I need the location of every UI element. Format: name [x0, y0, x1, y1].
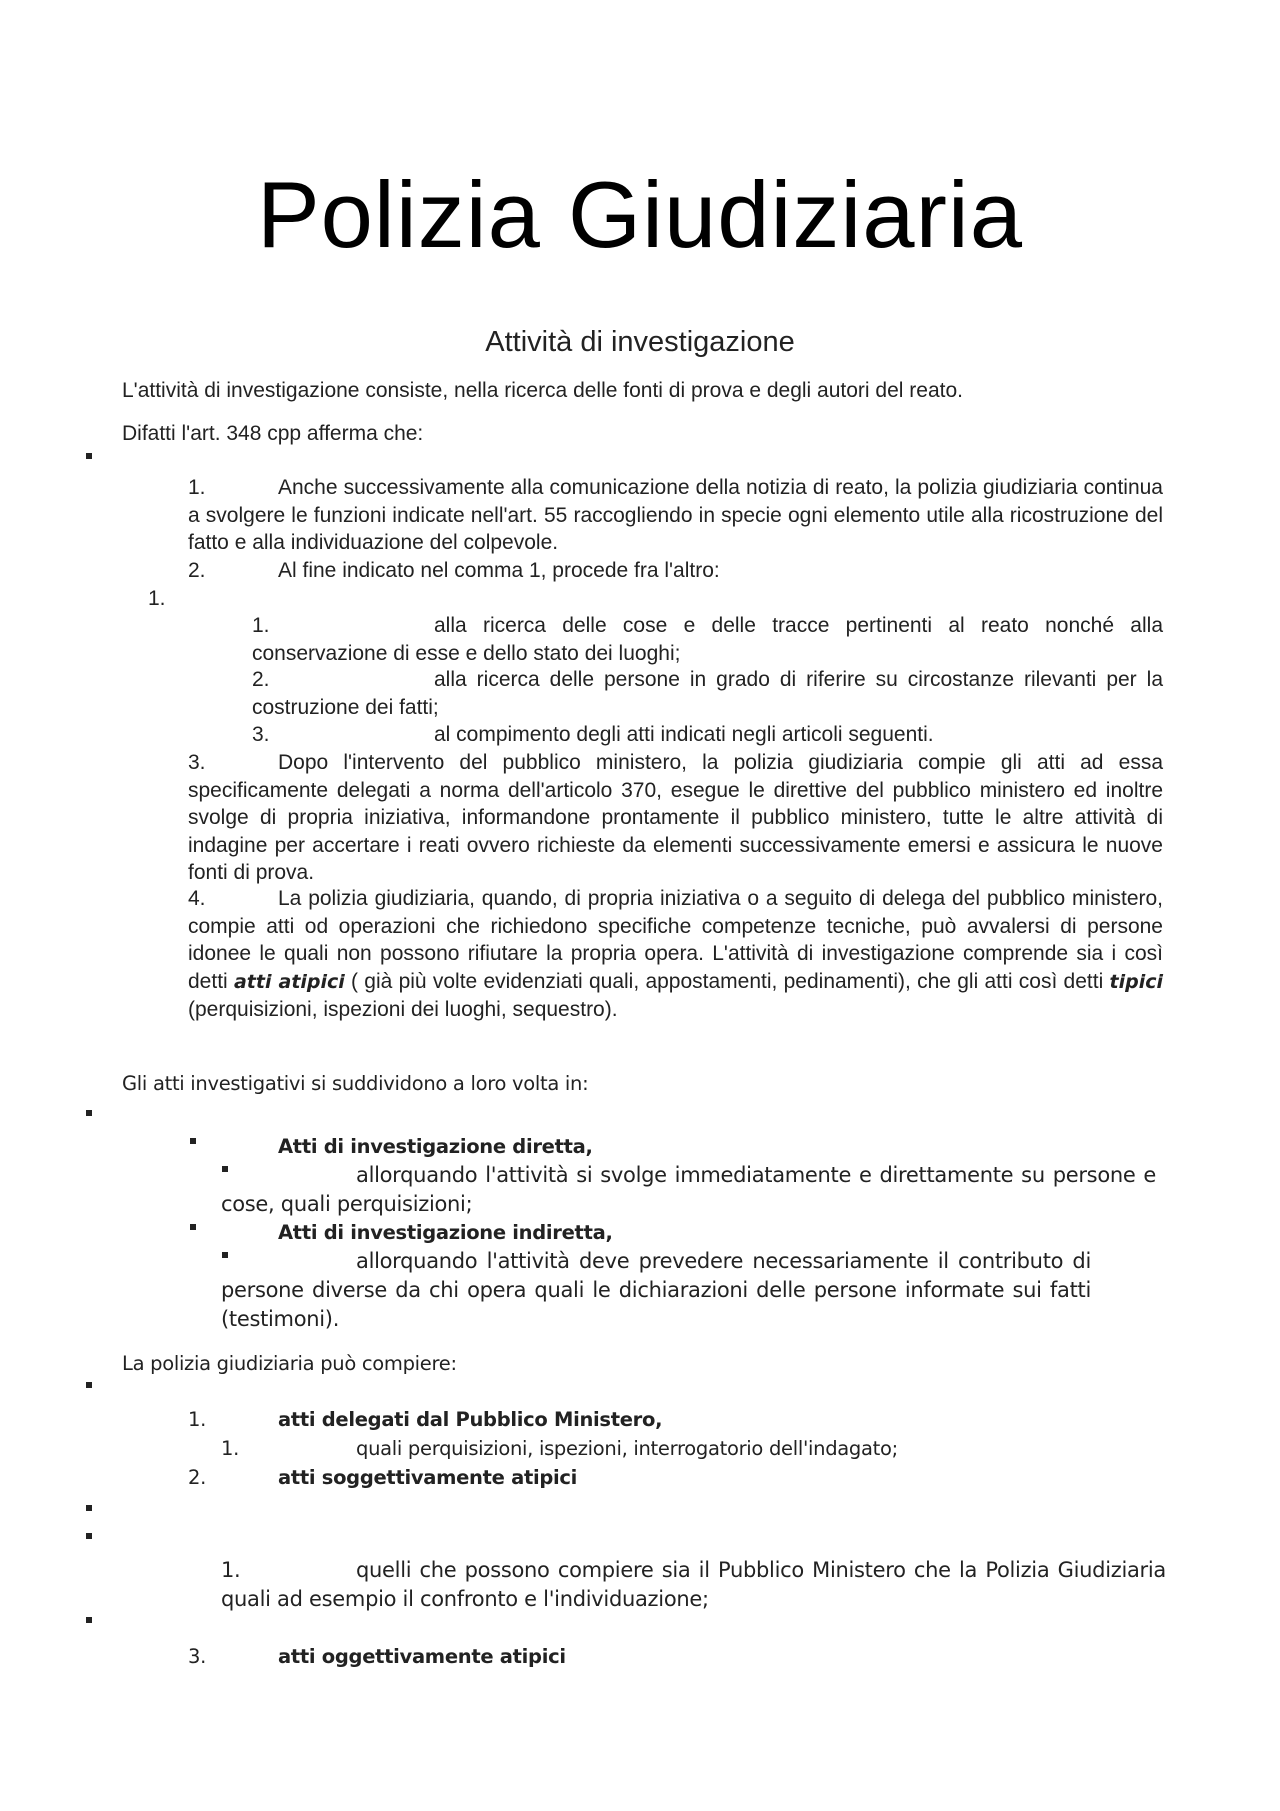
- bullet-icon: [86, 453, 92, 459]
- bullet-icon: [86, 1382, 92, 1388]
- list-number: 1.: [221, 1437, 240, 1460]
- article-item-3: [188, 749, 1163, 887]
- list-text: Anche successivamente alla comunicazione della notizia di reato, la polizia giudiziaria continua a svolgere le funzioni indicate nell'art. 55 raccogliendo in specie ogni elemento utile alla ricostruzione del fatto e alla individuazione del colpevole.: [188, 476, 1163, 554]
- atti-type-detail-indiretta: [221, 1247, 1091, 1334]
- list-text: alla ricerca delle cose e delle tracce pertinenti al reato nonché alla conservazione di esse e dello stato dei luoghi;: [252, 614, 1163, 665]
- list-text: quali perquisizioni, ispezioni, interrogatorio dell'indagato;: [356, 1437, 898, 1460]
- list-number: 3.: [188, 751, 206, 774]
- list-text: al compimento degli atti indicati negli articoli seguenti.: [434, 723, 934, 746]
- list-number: 1.: [188, 1408, 207, 1431]
- pg-item-2-sub: [221, 1556, 1166, 1614]
- list-number: 2.: [188, 559, 206, 582]
- bullet-icon: [86, 1617, 92, 1623]
- bullet-icon: [86, 1533, 92, 1539]
- pg-item-2: [188, 1464, 577, 1491]
- pg-item-1: [188, 1406, 662, 1433]
- list-number: 2.: [188, 1466, 207, 1489]
- list-text: Al fine indicato nel comma 1, procede fra l'altro:: [278, 559, 720, 582]
- article-subitem-3: [252, 721, 934, 748]
- pg-intro: La polizia giudiziaria può compiere:: [122, 1352, 457, 1375]
- pg-item-1-sub: [221, 1435, 898, 1462]
- list-number: 4.: [188, 887, 206, 910]
- bullet-icon: [190, 1224, 196, 1230]
- list-number: 1.: [252, 614, 270, 637]
- intro-paragraph: L'attività di investigazione consiste, nella ricerca delle fonti di prova e degli autori del reato.: [122, 379, 963, 402]
- article-subitem-1: [252, 612, 1163, 667]
- list-label: atti soggettivamente atipici: [278, 1466, 578, 1489]
- list-label: atti delegati dal Pubblico Ministero,: [278, 1408, 663, 1431]
- list-text: Dopo l'intervento del pubblico ministero, la polizia giudiziaria compie gli atti ad essa specificamente delegati a norma dell'articolo 370, esegue le direttive del pubblico ministero ed inoltre svolge di propria iniziativa, informandone prontamente il pubblico ministero, tutte le altre attività di indagine per accertare i reati ovvero richieste da elementi successivamente emersi e assicura le nuove fonti di prova.: [188, 751, 1163, 884]
- pg-item-3: [188, 1643, 566, 1670]
- article-item-1: [188, 474, 1163, 557]
- article-subitem-2: [252, 666, 1163, 721]
- list-text: (perquisizioni, ispezioni dei luoghi, sequestro).: [188, 998, 618, 1021]
- list-label: atti oggettivamente atipici: [278, 1645, 566, 1668]
- section-heading: Attività di investigazione: [485, 326, 795, 358]
- bullet-icon: [86, 1505, 92, 1511]
- bullet-icon: [190, 1138, 196, 1144]
- article-intro: Difatti l'art. 348 cpp afferma che:: [122, 422, 424, 445]
- list-text: alla ricerca delle persone in grado di riferire su circostanze rilevanti per la costruzione dei fatti;: [252, 668, 1163, 719]
- list-text: La polizia giudiziaria, quando, di propria iniziativa o a seguito di delega del pubblico ministero, compie atti od operazioni che richiedono specifiche competenze tecniche, può avvalersi di persone idonee le quali non possono rifiutare la propria opera. L'attività di investigazione comprende sia i così detti: [188, 887, 1163, 993]
- list-text: allorquando l'attività deve prevedere necessariamente il contributo di persone diverse da chi opera quali le dichiarazioni delle persone informate sui fatti (testimoni).: [221, 1249, 1091, 1331]
- orphan-list-number: 1.: [148, 587, 166, 610]
- atti-intro: Gli atti investigativi si suddividono a loro volta in:: [122, 1072, 589, 1095]
- list-text: quelli che possono compiere sia il Pubblico Ministero che la Polizia Giudiziaria quali ad esempio il confronto e l'individuazione;: [221, 1558, 1166, 1611]
- article-item-4: [188, 885, 1163, 1024]
- list-number: 1.: [188, 476, 206, 499]
- article-item-2: [188, 557, 720, 584]
- list-number: 1.: [221, 1558, 241, 1582]
- list-text: ( già più volte evidenziati quali, appostamenti, pedinamenti), che gli atti così detti: [344, 969, 1110, 993]
- list-number: 2.: [252, 668, 270, 691]
- page-title: Polizia Giudiziaria: [256, 162, 1024, 267]
- emphasis-atti-atipici: atti atipici: [233, 970, 345, 993]
- bullet-icon: [86, 1110, 92, 1116]
- atti-type-label-indiretta: Atti di investigazione indiretta,: [278, 1221, 613, 1244]
- list-number: 3.: [188, 1645, 207, 1668]
- list-text: allorquando l'attività si svolge immediatamente e direttamente su persone e cose, quali perquisizioni;: [221, 1163, 1156, 1216]
- atti-type-label-diretta: Atti di investigazione diretta,: [278, 1135, 593, 1158]
- atti-type-detail-diretta: [221, 1161, 1156, 1219]
- list-number: 3.: [252, 723, 270, 746]
- emphasis-tipici: tipici: [1109, 970, 1163, 993]
